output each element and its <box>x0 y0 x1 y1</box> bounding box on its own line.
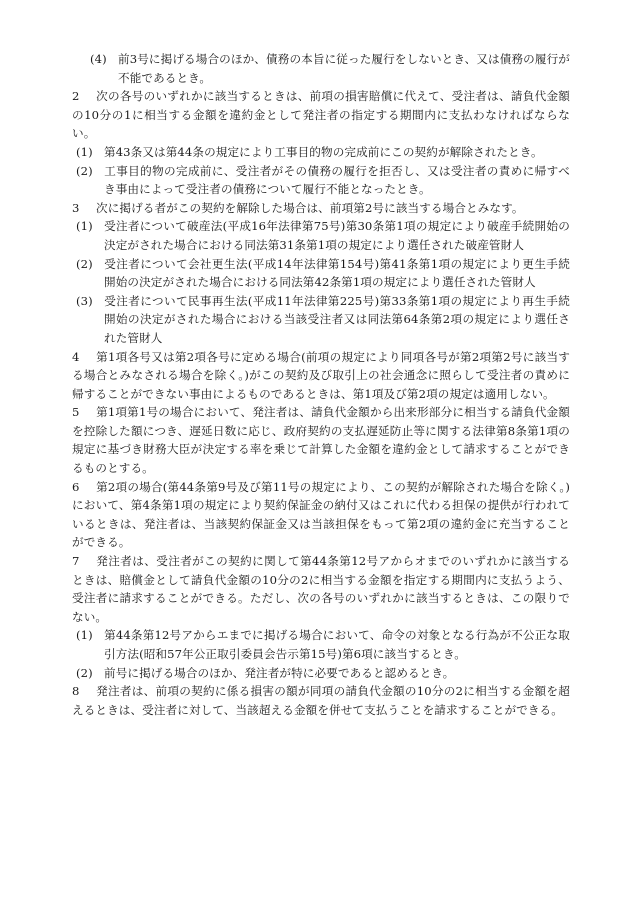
clause-paragraph <box>72 478 570 552</box>
clause-paragraph <box>72 682 570 719</box>
item-number: (1) <box>76 219 93 234</box>
paragraph-text: 第1項各号又は第2項各号に定める場合(前項の規定により同項各号が第2項第2号に該当する場合とみなされる場合を除く。)がこの契約及び取引上の社会通念に照らして受注者の責めに帰することができない事由によるものであるときは、第1項及び第2項の規定は適用しない。 <box>72 349 570 401</box>
paragraph-text: 受注者について民事再生法(平成11年法律第225号)第33条第1項の規定により再生手続開始の決定がされた場合における当該受注者又は同法第64条第2項の規定により選任された管財人 <box>104 293 570 345</box>
paragraph-text: 第44条第12号アからエまでに掲げる場合において、命令の対象となる行為が不公正な取引方法(昭和57年公正取引委員会告示第15号)第6項に該当するとき。 <box>104 628 570 661</box>
clause-number: 4 <box>72 349 80 364</box>
clause-paragraph <box>72 348 570 404</box>
clause-paragraph <box>72 403 570 477</box>
item-number: (2) <box>76 163 93 178</box>
clause-number: 6 <box>72 479 80 494</box>
sub-item-paragraph <box>76 626 570 663</box>
item-number: (1) <box>76 628 93 643</box>
item-number: (1) <box>76 144 93 159</box>
paragraph-text: 前3号に掲げる場合のほか、債務の本旨に従った履行をしないとき、又は債務の履行が不能であるとき。 <box>118 52 570 85</box>
sub-item-paragraph <box>76 217 570 254</box>
paragraph-text: 発注者は、前項の契約に係る損害の額が同項の請負代金額の10分の2に相当する金額を超えるときは、受注者に対して、当該超える金額を併せて支払うことを請求することができる。 <box>72 684 570 717</box>
clause-paragraph <box>72 552 570 626</box>
item-number: (4) <box>90 52 107 66</box>
paragraph-text: 次の各号のいずれかに該当するときは、前項の損害賠償に代えて、受注者は、請負代金額の10分の1に相当する金額を違約金として発注者の指定する期間内に支払わなければならない。 <box>72 89 570 141</box>
item-number: (2) <box>76 665 93 680</box>
paragraph-text: 発注者は、受注者がこの契約に関して第44条第12号アからオまでのいずれかに該当するときは、賠償金として請負代金額の10分の2に相当する金額を指定する期間内に支払うよう、受注者に請求することができる。ただし、次の各号のいずれかに該当するときは、この限りでない。 <box>72 554 570 624</box>
paragraph-text: 第2項の場合(第44条第9号及び第11号の規定により、この契約が解除された場合を除く。)において、第4条第1項の規定により契約保証金の納付又はこれに代わる担保の提供が行われているときは、発注者は、当該契約保証金又は当該担保をもって第2項の違約金に充当することができる。 <box>72 479 570 550</box>
sub-item-paragraph <box>76 162 570 199</box>
item-number: (2) <box>76 256 93 271</box>
sub-item-paragraph <box>76 255 570 292</box>
paragraph-text: 受注者について会社更生法(平成14年法律第154号)第41条第1項の規定により更生手続開始の決定がされた場合における同法第42条第1項の規定により選任された管財人 <box>104 256 570 290</box>
sub-item-paragraph <box>76 143 570 162</box>
paragraph-text: 第1項第1号の場合において、発注者は、請負代金額から出来形部分に相当する請負代金額を控除した額につき、遅延日数に応じ、政府契約の支払遅延防止等に関する法律第8条第1項の規定に基づき財務大臣が決定する率を乗じて計算した金額を違約金として請求することができるものとする。 <box>72 405 570 476</box>
paragraph-text: 工事目的物の完成前に、受注者がその債務の履行を拒否し、又は受注者の責めに帰すべき事由によって受注者の債務について履行不能となったとき。 <box>104 163 570 197</box>
sub-item-paragraph <box>76 292 570 348</box>
paragraph-text: 前号に掲げる場合のほか、発注者が特に必要であると認めるとき。 <box>104 665 455 680</box>
contract-text <box>72 50 570 719</box>
clause-number: 7 <box>72 554 80 569</box>
sub-item-paragraph <box>76 664 570 683</box>
clause-paragraph <box>72 87 570 143</box>
sub-item-paragraph <box>90 50 570 87</box>
clause-number: 5 <box>72 405 80 420</box>
clause-paragraph <box>72 199 570 218</box>
clause-number: 8 <box>72 684 80 699</box>
clause-number: 2 <box>72 89 80 104</box>
clause-number: 3 <box>72 200 80 215</box>
item-number: (3) <box>76 293 93 308</box>
paragraph-text: 第43条又は第44条の規定により工事目的物の完成前にこの契約が解除されたとき。 <box>104 144 543 159</box>
paragraph-text: 次に掲げる者がこの契約を解除した場合は、前項第2号に該当する場合とみなす。 <box>96 200 524 215</box>
paragraph-text: 受注者について破産法(平成16年法律第75号)第30条第1項の規定により破産手続開始の決定がされた場合における同法第31条第1項の規定により選任された破産管財人 <box>104 219 570 252</box>
